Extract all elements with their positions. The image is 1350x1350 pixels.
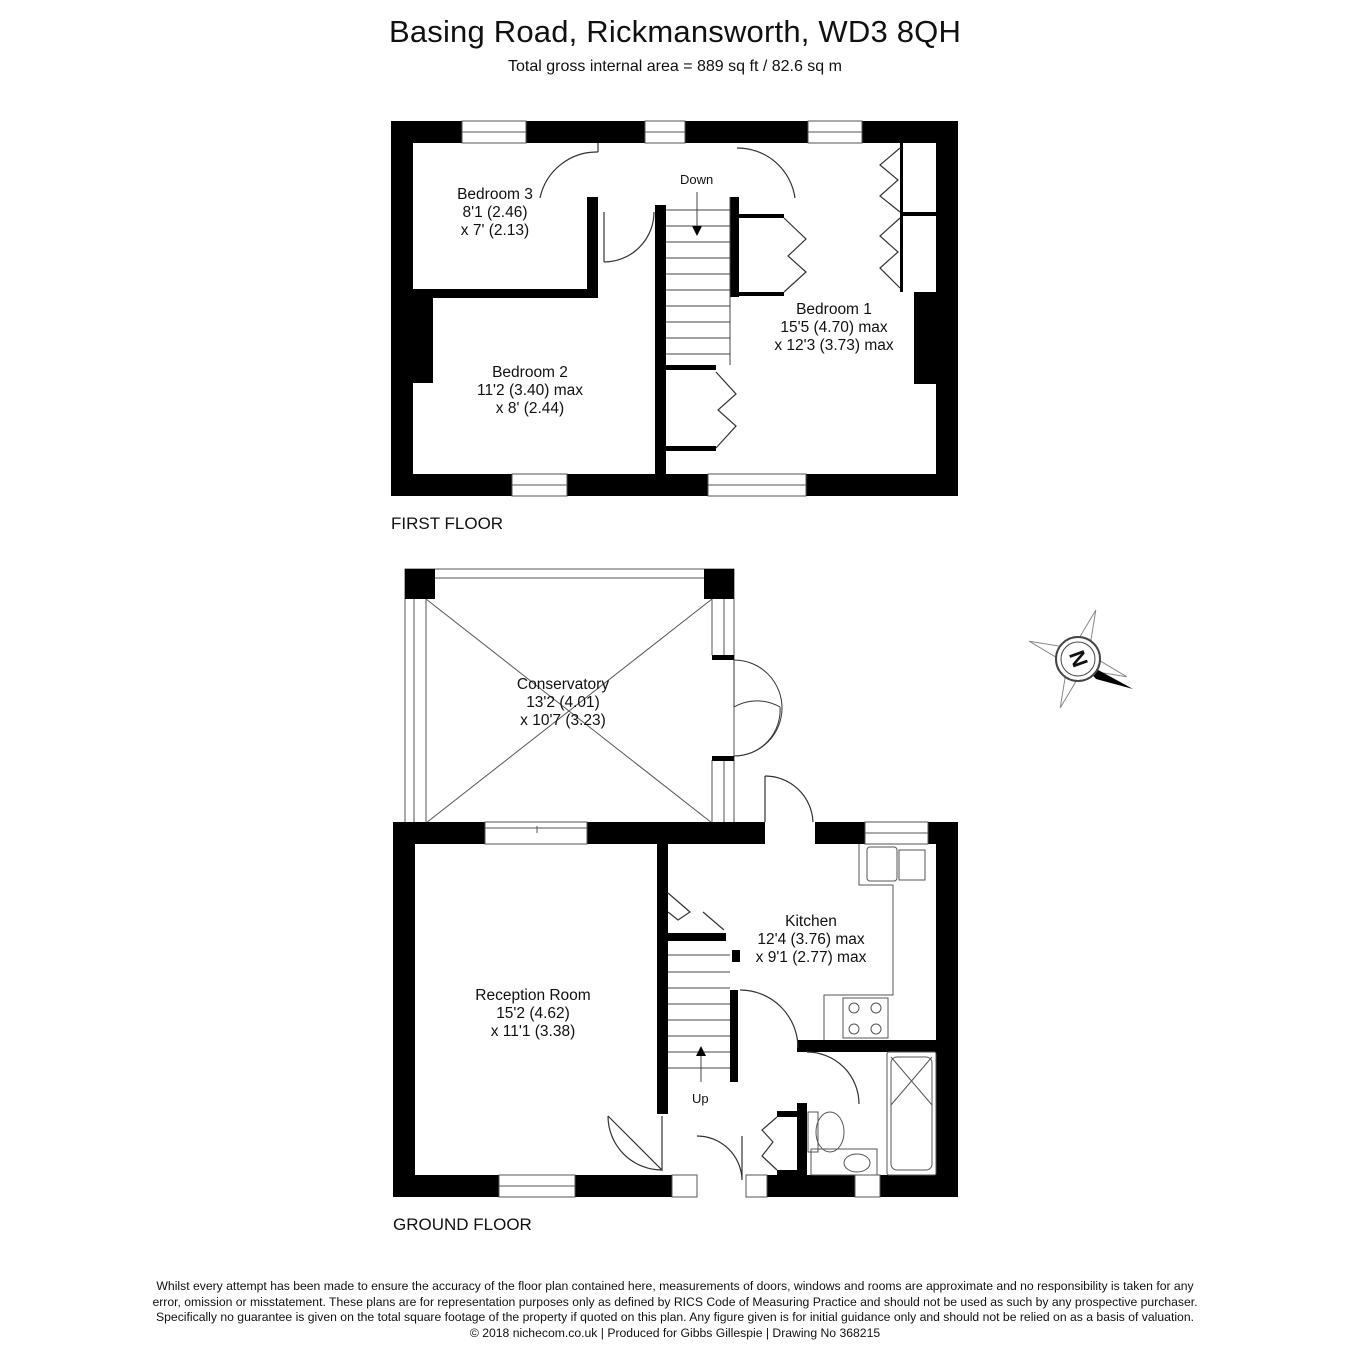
room-dimension: 12'4 (3.76) max <box>757 931 865 948</box>
room-dimension: 13'2 (4.01) <box>526 694 600 711</box>
room-label-bedroom-3 <box>420 186 570 240</box>
gross-internal-area: Total gross internal area = 889 sq ft / 82.6 sq m <box>508 58 842 75</box>
disclaimer-line: Specifically no guarantee is given on the total square footage of the property if quoted on this plan. Any figure given is for initial guidance only and should not be relied on as a basis of valuation. <box>156 1310 1194 1324</box>
ground-floor-stairs <box>668 955 730 1082</box>
room-name: Reception Room <box>475 987 591 1004</box>
room-name: Bedroom 3 <box>457 186 533 203</box>
stairs-up-label: Up <box>692 1091 709 1106</box>
room-dimension: x 11'1 (3.38) <box>490 1023 576 1040</box>
room-dimension: x 7' (2.13) <box>460 222 530 239</box>
room-dimension: x 8' (2.44) <box>495 400 565 417</box>
room-dimension: 15'2 (4.62) <box>496 1005 570 1022</box>
disclaimer-line: error, omission or misstatement. These plans are for representation purposes only as defined by RICS Code of Measuring Practice and should not be used as such by any prospective purchaser. <box>152 1294 1198 1309</box>
down-arrow-icon <box>692 226 702 236</box>
room-dimension: 15'5 (4.70) max <box>780 319 888 336</box>
room-name: Conservatory <box>516 676 610 693</box>
room-dimension: 11'2 (3.40) max <box>476 382 584 399</box>
disclaimer-text <box>0 1279 1350 1341</box>
room-name: Bedroom 2 <box>492 364 568 381</box>
room-dimension: x 10'7 (3.23) <box>520 712 606 729</box>
up-arrow-icon <box>696 1046 706 1056</box>
room-label-conservatory <box>488 676 638 730</box>
room-label-kitchen <box>736 913 886 967</box>
plan-title: Basing Road, Rickmansworth, WD3 8QH <box>388 14 962 49</box>
room-name: Bedroom 1 <box>796 301 872 318</box>
room-label-reception-room <box>458 987 608 1041</box>
room-dimension: 8'1 (2.46) <box>462 204 528 221</box>
ground-floor-plan <box>393 569 958 1197</box>
bathroom-fittings <box>808 1052 936 1175</box>
first-floor-stairs <box>666 192 730 365</box>
room-dimension: x 9'1 (2.77) max <box>755 949 867 966</box>
disclaimer-line: Whilst every attempt has been made to ensure the accuracy of the floor plan contained here, measurements of doors, windows and rooms are approximate and no responsibility is taken for any <box>156 1279 1194 1293</box>
room-label-bedroom-2 <box>450 364 610 418</box>
ground-floor-label: GROUND FLOOR <box>393 1215 532 1234</box>
room-dimension: x 12'3 (3.73) max <box>774 337 894 354</box>
room-name: Kitchen <box>785 913 837 930</box>
compass-north-letter: N <box>1064 647 1093 671</box>
first-floor-label: FIRST FLOOR <box>391 514 504 533</box>
copyright-line: © 2018 nichecom.co.uk | Produced for Gibbs Gillespie | Drawing No 368215 <box>469 1325 881 1340</box>
stairs-down-label: Down <box>680 172 714 187</box>
room-label-bedroom-1 <box>754 301 914 355</box>
